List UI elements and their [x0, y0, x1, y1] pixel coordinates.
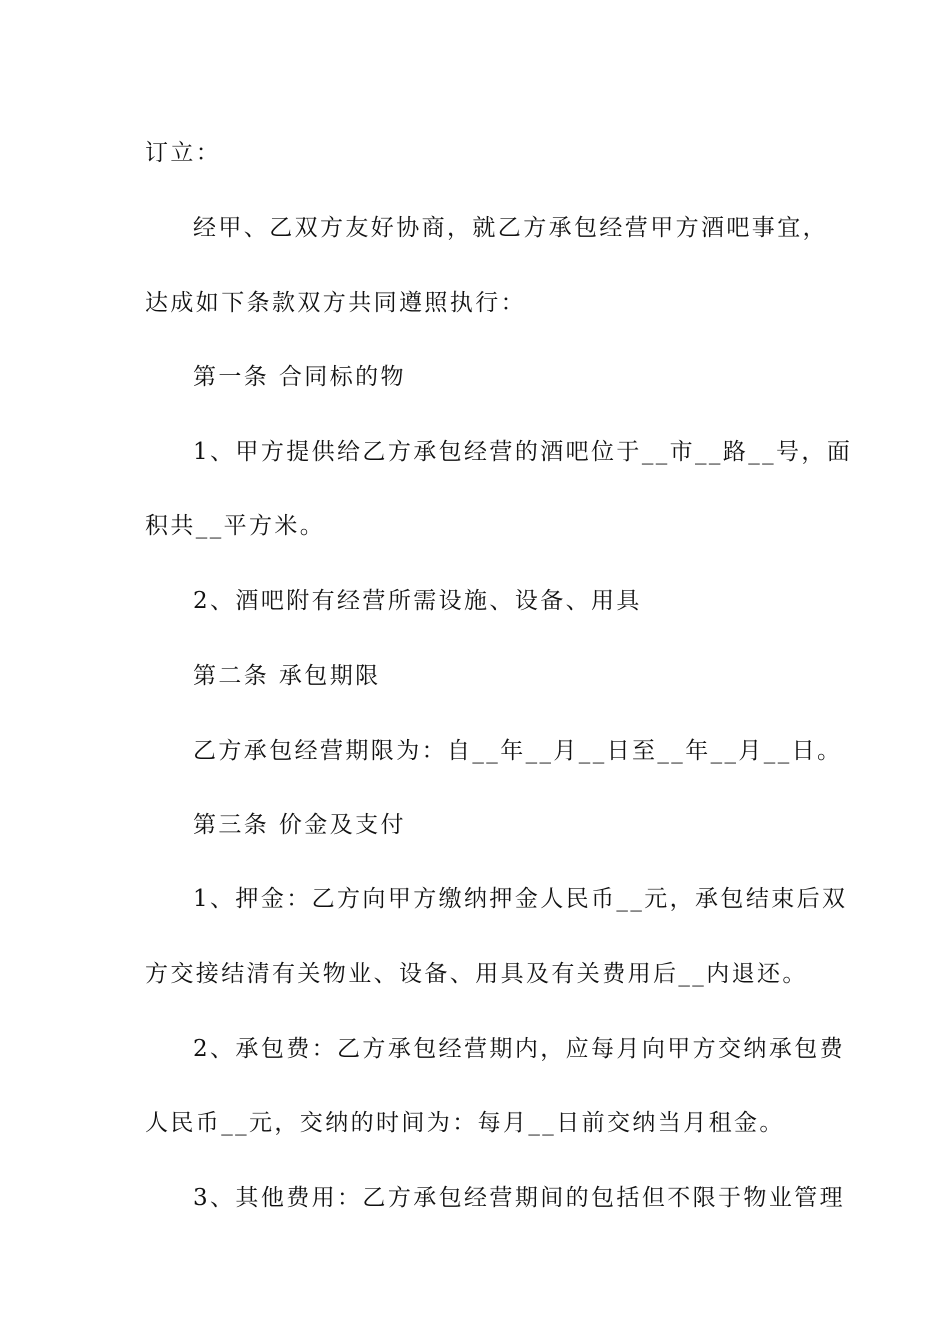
- text-line-15: 3、其他费用：乙方承包经营期间的包括但不限于物业管理: [193, 1185, 846, 1211]
- text-line-11: 1、押金：乙方向甲方缴纳押金人民币__元，承包结束后双: [193, 886, 848, 912]
- text-line-2: 经甲、乙双方友好协商，就乙方承包经营甲方酒吧事宜，: [193, 215, 828, 241]
- text-line-6: 积共__平方米。: [145, 513, 326, 539]
- text-line-14: 人民币__元，交纳的时间为：每月__日前交纳当月租金。: [145, 1110, 785, 1136]
- text-line-3: 达成如下条款双方共同遵照执行：: [145, 290, 526, 316]
- text-line-9: 乙方承包经营期限为：自__年__月__日至__年__月__日。: [193, 738, 843, 764]
- text-line-1: 订立：: [145, 140, 222, 166]
- text-line-13: 2、承包费：乙方承包经营期内，应每月向甲方交纳承包费: [193, 1036, 846, 1062]
- text-line-7: 2、酒吧附有经营所需设施、设备、用具: [193, 588, 642, 614]
- text-line-12: 方交接结清有关物业、设备、用具及有关费用后__内退还。: [145, 961, 808, 987]
- article-3-heading: 第三条 价金及支付: [193, 812, 406, 838]
- article-1-heading: 第一条 合同标的物: [193, 364, 406, 390]
- text-line-5: 1、甲方提供给乙方承包经营的酒吧位于__市__路__号，面: [193, 439, 853, 465]
- article-2-heading: 第二条 承包期限: [193, 663, 381, 689]
